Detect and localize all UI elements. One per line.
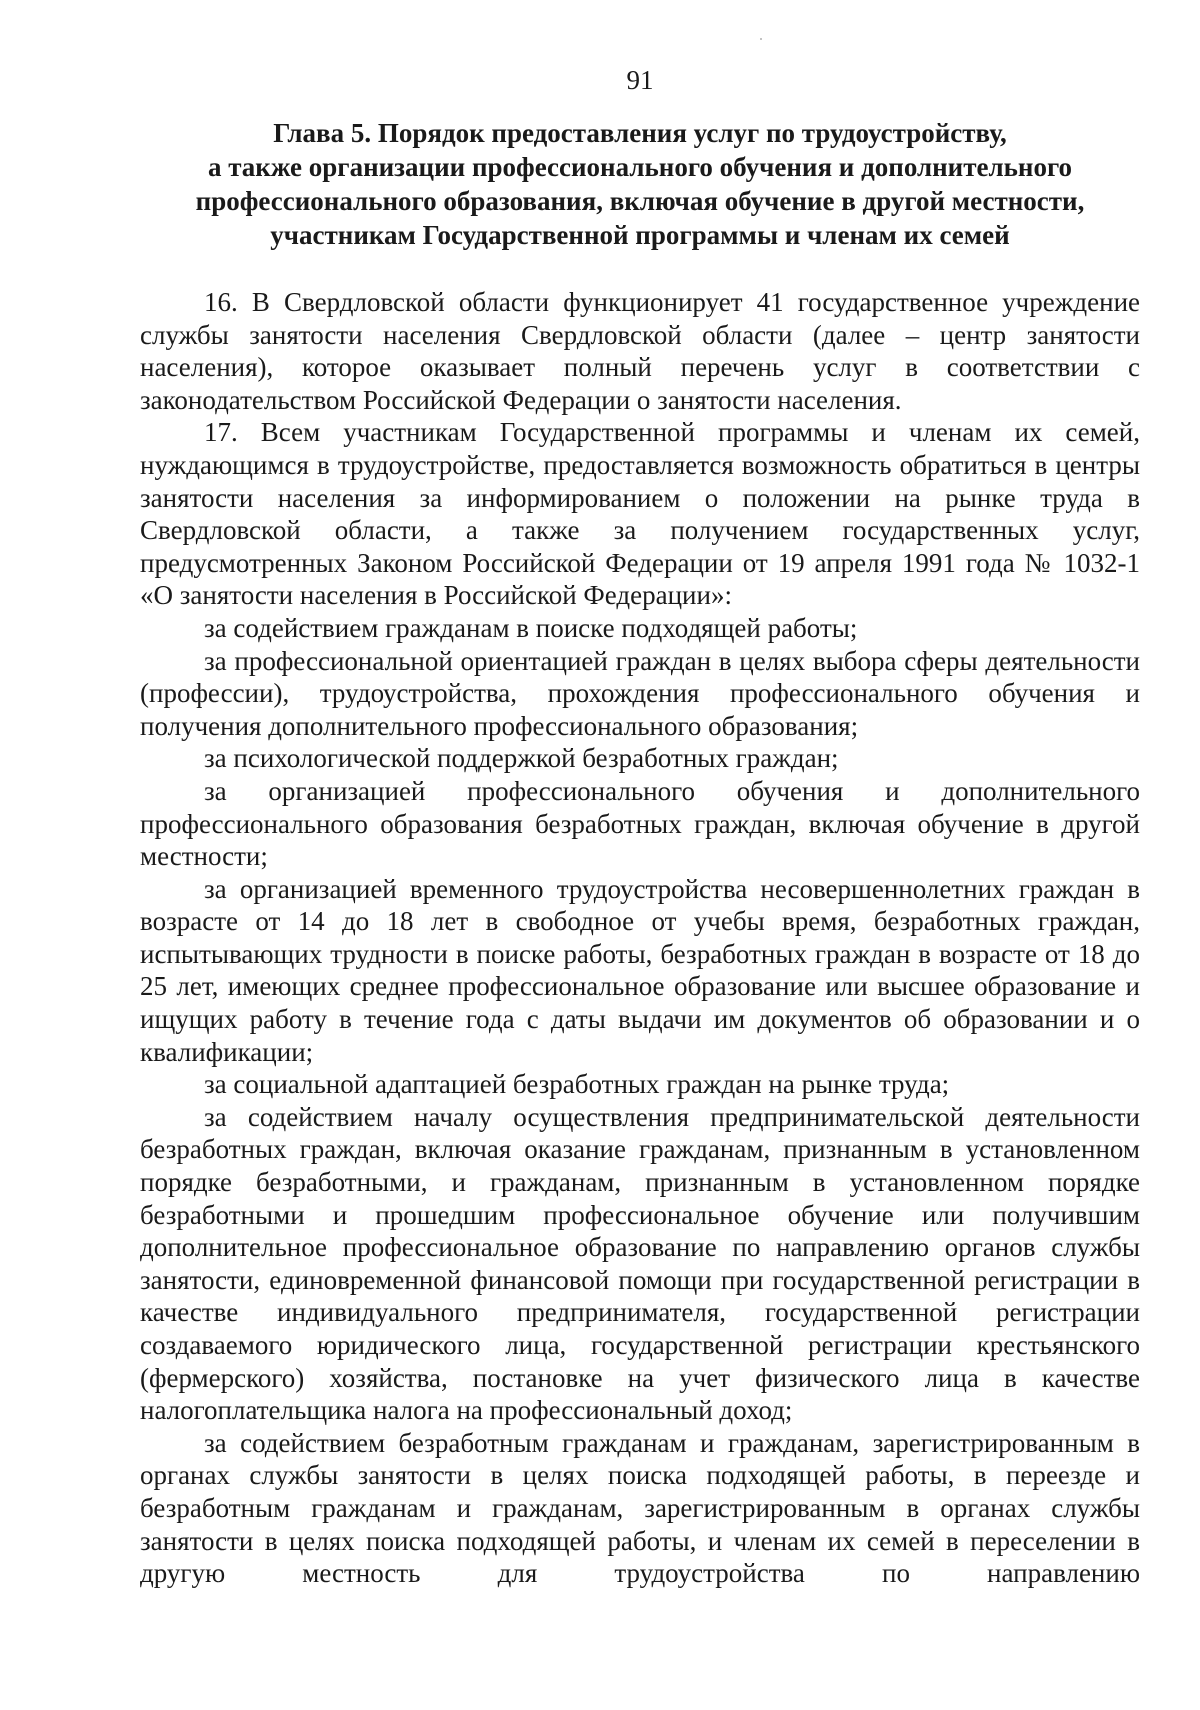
chapter-title-line: Глава 5. Порядок предоставления услуг по трудоустройству, bbox=[273, 118, 1007, 148]
body-text bbox=[140, 286, 1140, 1590]
paragraph-17: 17. Всем участникам Государственной программы и членам их семей, нуждающимся в трудоустройстве, предоставляется возможность обратиться в центры занятости населения за информированием о положении на рынке труда в Свердловской области, а также за получением государственных услуг, предусмотренных Законом Российской Федерации от 19 апреля 1991 года № 1032-1 «О занятости населения в Российской Федерации»: bbox=[140, 417, 1140, 611]
list-item: за содействием началу осуществления предпринимательской деятельности безработных граждан, включая оказание гражданам, признанным в установленном порядке безработными, и гражданам, признанным в установленном порядке безработными и прошедшим профессиональное обучение или получившим дополнительное профессиональное образование по направлению органов службы занятости, единовременной финансовой помощи при государственной регистрации в качестве индивидуального предпринимателя, государственной регистрации создаваемого юридического лица, государственной регистрации крестьянского (фермерского) хозяйства, постановке на учет физического лица в качестве налогоплательщика налога на профессиональный доход; bbox=[140, 1101, 1140, 1426]
scan-artifact bbox=[760, 38, 762, 40]
list-item: за организацией временного трудоустройства несовершеннолетних граждан в возрасте от 14 до 18 лет в свободное от учебы время, безработных граждан, испытывающих трудности в поиске работы, безработных граждан в возрасте от 18 до 25 лет, имеющих среднее профессиональное образование или высшее образование и ищущих работу в течение года с даты выдачи им документов об образовании и о квалификации; bbox=[140, 873, 1140, 1067]
page-number: 91 bbox=[626, 65, 654, 95]
list-item: за содействием безработным гражданам и гражданам, зарегистрированным в органах службы занятости в целях поиска подходящей работы, в переезде и безработным гражданам и гражданам, зарегистрированным в органах службы занятости в целях поиска подходящей работы, и членам их семей в переселении в другую местность для трудоустройства по направлению bbox=[140, 1427, 1140, 1589]
document-page bbox=[140, 62, 1140, 1590]
list-item: за содействием гражданам в поиске подходящей работы; bbox=[204, 612, 858, 643]
chapter-title bbox=[140, 116, 1140, 252]
list-item: за профессиональной ориентацией граждан в целях выбора сферы деятельности (профессии), трудоустройства, прохождения профессионального обучения и получения дополнительного профессионального образования; bbox=[140, 645, 1140, 741]
chapter-title-line: а также организации профессионального обучения и дополнительного bbox=[207, 152, 1073, 182]
list-item: за организацией профессионального обучения и дополнительного профессионального образования безработных граждан, включая обучение в другой местности; bbox=[140, 775, 1140, 872]
chapter-title-line: участникам Государственной программы и членам их семей bbox=[270, 220, 1010, 250]
paragraph-16: 16. В Свердловской области функционирует 41 государственное учреждение службы занятости населения Свердловской области (далее – центр занятости населения), которое оказывает полный перечень услуг в соответствии с законодательством Российской Федерации о занятости населения. bbox=[140, 287, 1140, 415]
list-item: за психологической поддержкой безработных граждан; bbox=[204, 743, 839, 774]
list-item: за социальной адаптацией безработных граждан на рынке труда; bbox=[204, 1069, 950, 1100]
chapter-title-line: профессионального образования, включая обучение в другой местности, bbox=[195, 186, 1085, 216]
